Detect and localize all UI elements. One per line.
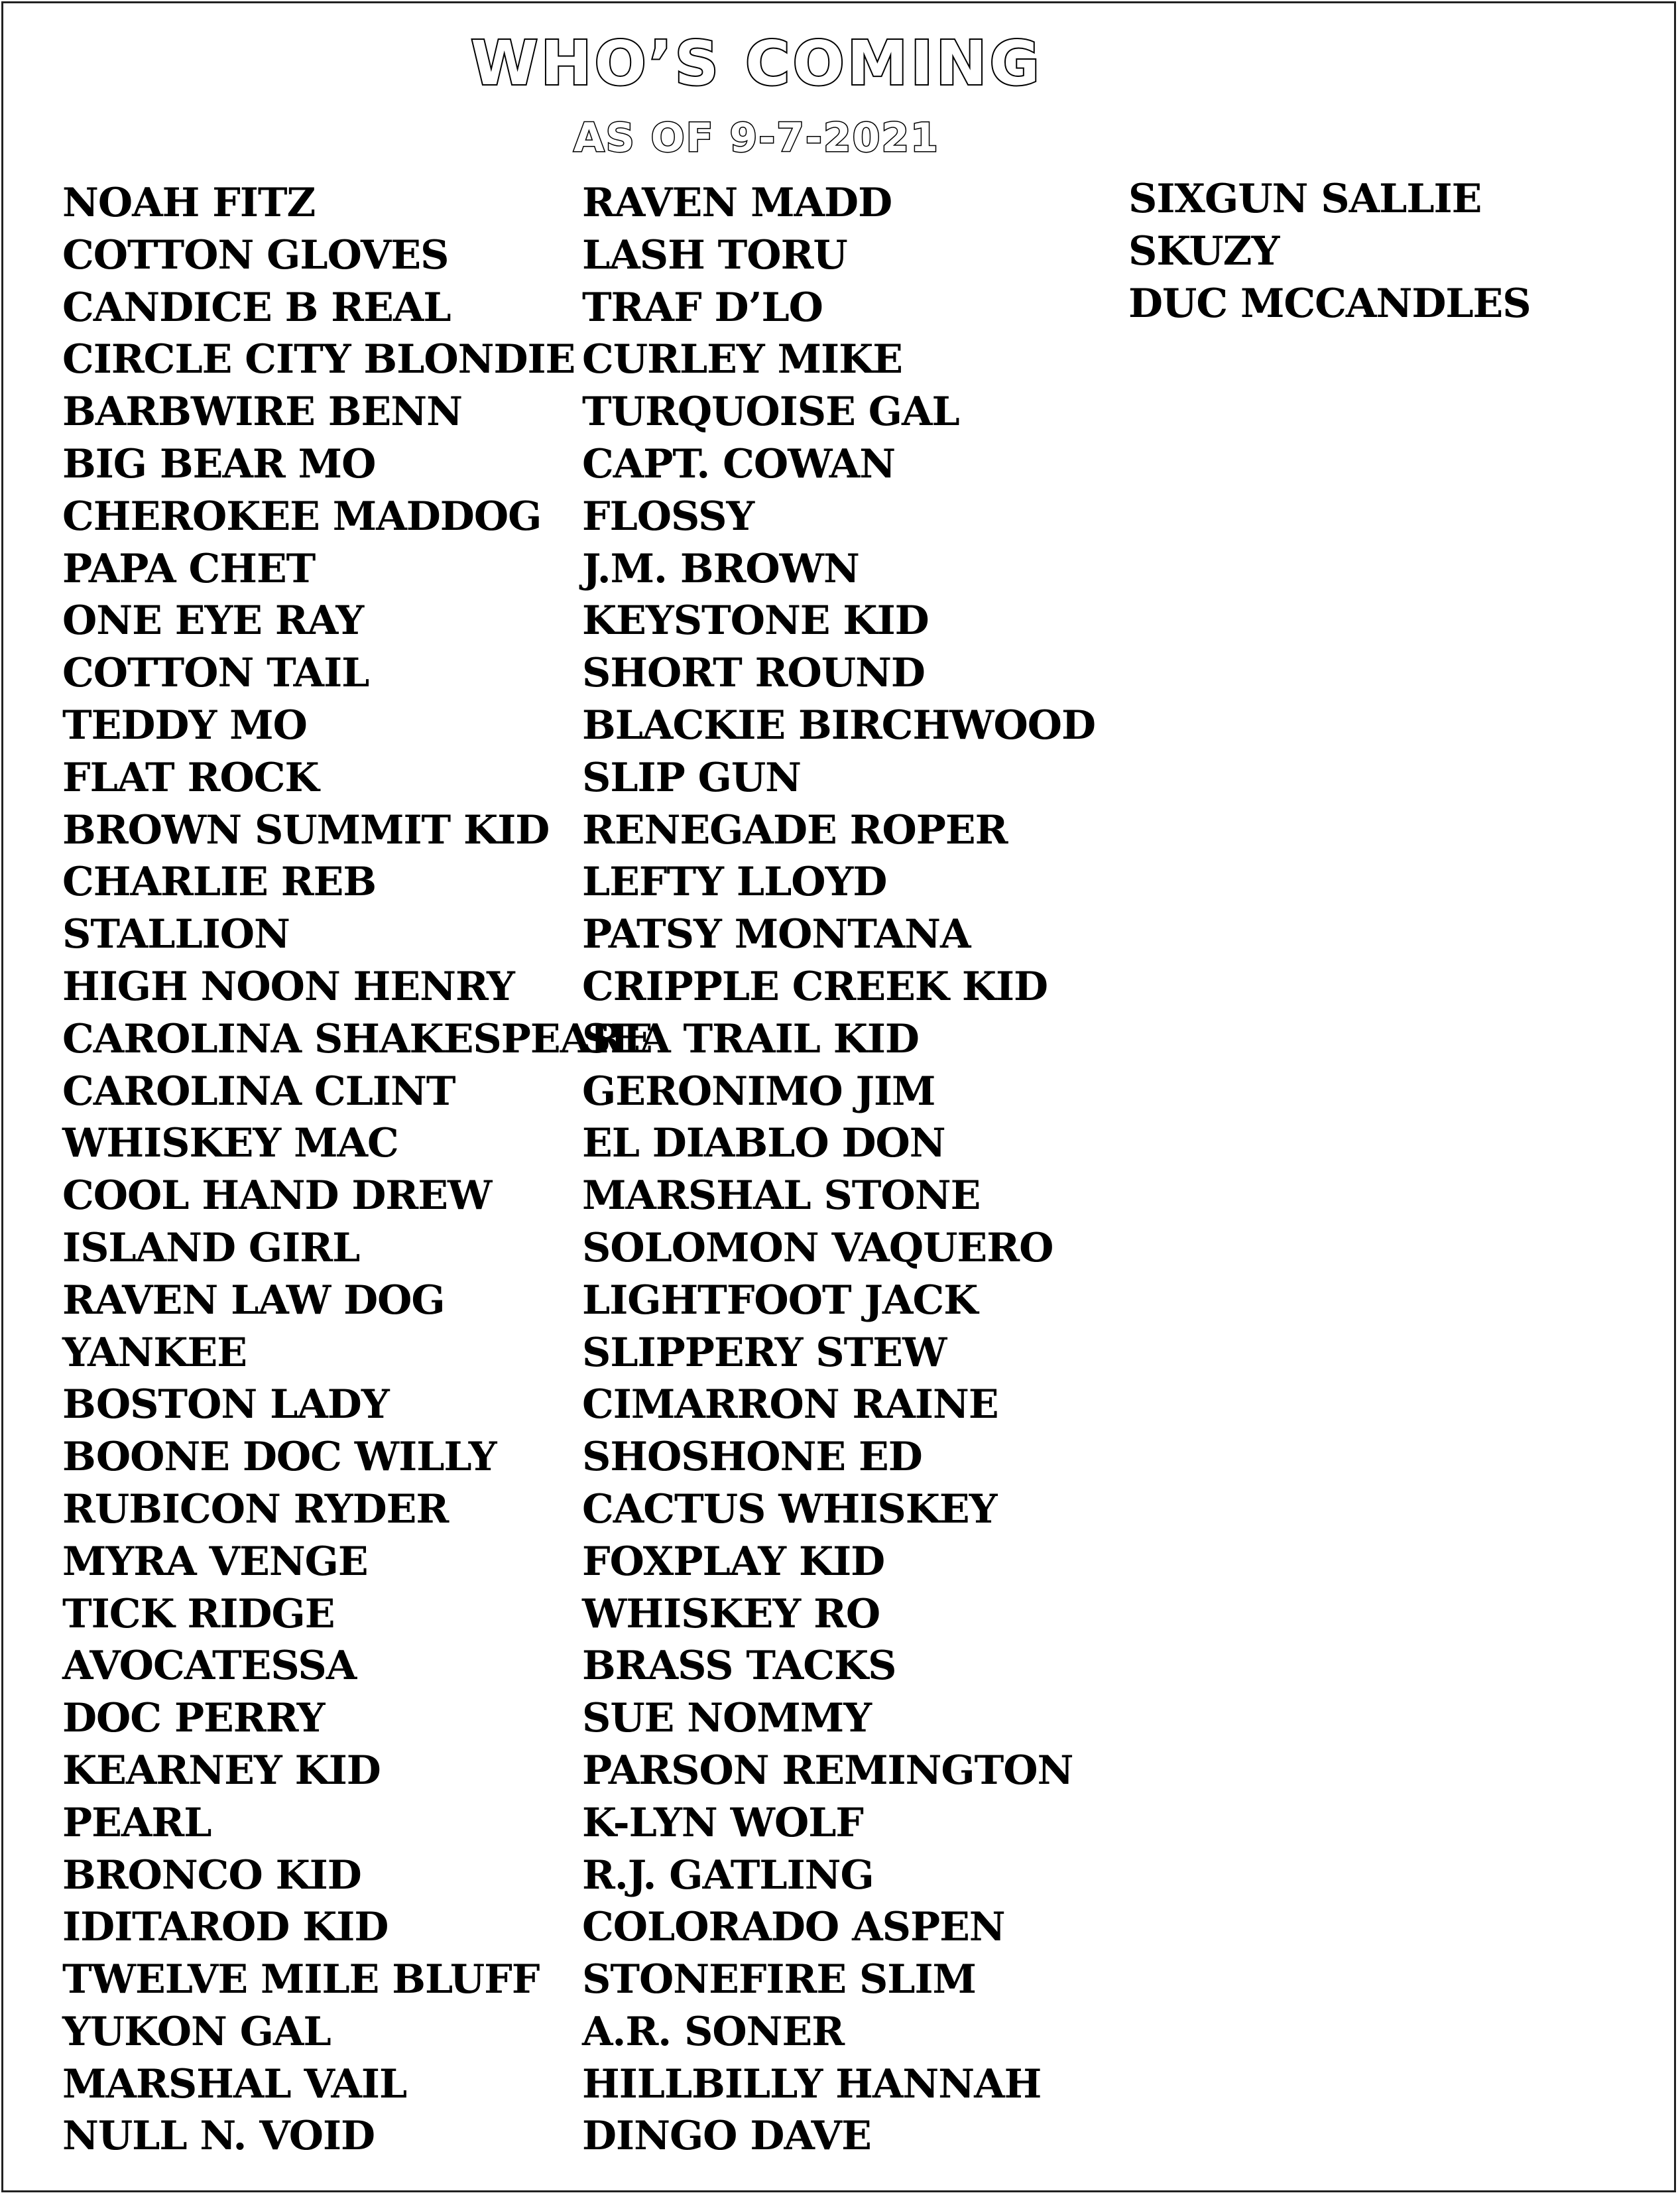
attendee-name: BRONCO KID <box>62 1851 361 1899</box>
attendee-name: KEARNEY KID <box>62 1747 381 1794</box>
attendee-name: RAVEN MADD <box>582 180 892 226</box>
attendee-name: CIMARRON RAINE <box>582 1381 998 1428</box>
attendee-name: DOC PERRY <box>62 1695 325 1742</box>
attendee-name: FLAT ROCK <box>62 754 319 801</box>
attendee-name: BIG BEAR MO <box>62 440 376 487</box>
attendee-name: SUE NOMMY <box>582 1695 872 1742</box>
attendee-name: STONEFIRE SLIM <box>582 1956 976 2003</box>
attendee-name: BOONE DOC WILLY <box>62 1434 497 1481</box>
attendee-name: YANKEE <box>62 1329 247 1376</box>
attendee-name: CRIPPLE CREEK KID <box>582 963 1048 1010</box>
page-title: WHO’S COMING <box>471 28 1042 99</box>
attendee-name: BRASS TACKS <box>582 1643 896 1690</box>
attendee-column-2 <box>582 177 1095 2163</box>
attendee-name: HIGH NOON HENRY <box>62 963 514 1010</box>
attendee-name: SHORT ROUND <box>582 650 925 697</box>
attendee-name: MARSHAL VAIL <box>62 2060 407 2107</box>
attendee-name: COTTON GLOVES <box>62 231 449 279</box>
attendee-name: NULL N. VOID <box>62 2113 375 2160</box>
attendee-name: AVOCATESSA <box>62 1643 357 1690</box>
attendee-name: IDITAROD KID <box>62 1904 389 1951</box>
attendee-name: CHEROKEE MADDOG <box>62 493 542 540</box>
attendee-name: PARSON REMINGTON <box>582 1747 1073 1794</box>
attendee-name: LEFTY LLOYD <box>582 859 887 906</box>
attendee-name: RAVEN LAW DOG <box>62 1277 445 1324</box>
attendee-name: STALLION <box>62 911 290 958</box>
attendee-name: BOSTON LADY <box>62 1381 389 1428</box>
attendee-name: RENEGADE ROPER <box>582 806 1008 853</box>
attendee-name: COLORADO ASPEN <box>582 1904 1005 1951</box>
attendee-name: TRAF D’LO <box>582 284 823 331</box>
attendee-name: SLIP GUN <box>582 754 801 801</box>
attendee-name: CIRCLE CITY BLONDIE <box>62 336 575 383</box>
attendee-column-1 <box>62 177 652 2163</box>
attendee-name: BARBWIRE BENN <box>62 389 462 436</box>
attendee-name: CAROLINA CLINT <box>62 1068 455 1115</box>
attendee-name: PAPA CHET <box>62 545 316 592</box>
attendee-name: FLOSSY <box>582 493 754 540</box>
attendee-name: GERONIMO JIM <box>582 1068 935 1115</box>
attendee-name: SKUZY <box>1128 227 1280 275</box>
page-subtitle: AS OF 9-7-2021 <box>573 115 939 161</box>
attendee-name: DINGO DAVE <box>582 2113 871 2160</box>
attendee-name: J.M. BROWN <box>582 545 859 592</box>
attendee-name: LASH TORU <box>582 231 847 279</box>
attendee-name: A.R. SONER <box>582 2008 845 2055</box>
attendee-name: COTTON TAIL <box>62 650 369 697</box>
attendee-name: K-LYN WOLF <box>582 1799 864 1846</box>
attendee-name: CHARLIE REB <box>62 859 377 906</box>
attendee-name: TWELVE MILE BLUFF <box>62 1956 540 2003</box>
attendee-name: RUBICON RYDER <box>62 1485 449 1533</box>
attendee-name: SHOSHONE ED <box>582 1434 922 1481</box>
attendee-name: CURLEY MIKE <box>582 336 902 383</box>
attendee-name: BROWN SUMMIT KID <box>62 806 550 853</box>
attendee-name: SLIPPERY STEW <box>582 1329 947 1376</box>
attendee-name: FOXPLAY KID <box>582 1538 885 1585</box>
attendee-name: MARSHAL STONE <box>582 1172 981 1220</box>
attendee-name: PATSY MONTANA <box>582 911 971 958</box>
attendee-name: TICK RIDGE <box>62 1590 335 1637</box>
attendee-name: YUKON GAL <box>62 2008 331 2055</box>
attendee-name: DUC MCCANDLES <box>1128 280 1531 327</box>
attendee-name: R.J. GATLING <box>582 1851 874 1899</box>
attendee-name: WHISKEY RO <box>582 1590 880 1637</box>
attendee-name: LIGHTFOOT JACK <box>582 1277 978 1324</box>
attendee-name: WHISKEY MAC <box>62 1120 398 1167</box>
attendee-name: ONE EYE RAY <box>62 597 364 645</box>
attendee-name: CAPT. COWAN <box>582 440 896 487</box>
attendee-name: SOLOMON VAQUERO <box>582 1224 1053 1271</box>
attendee-column-3 <box>1128 173 1531 330</box>
attendee-name: MYRA VENGE <box>62 1538 368 1585</box>
attendee-name: PEARL <box>62 1799 211 1846</box>
attendee-name: HILLBILLY HANNAH <box>582 2060 1042 2107</box>
attendee-name: NOAH FITZ <box>62 180 316 226</box>
attendee-name: KEYSTONE KID <box>582 597 929 645</box>
attendee-name: ISLAND GIRL <box>62 1224 360 1271</box>
attendee-name: TURQUOISE GAL <box>582 389 959 436</box>
attendee-name: TEDDY MO <box>62 702 307 749</box>
attendee-name: SEA TRAIL KID <box>582 1015 919 1062</box>
attendee-name: BLACKIE BIRCHWOOD <box>582 702 1096 749</box>
attendee-name: CANDICE B REAL <box>62 284 451 331</box>
attendee-name: CAROLINA SHAKESPEARE <box>62 1015 652 1062</box>
attendee-name: CACTUS WHISKEY <box>582 1485 997 1533</box>
attendee-name: EL DIABLO DON <box>582 1120 945 1167</box>
attendee-name: COOL HAND DREW <box>62 1172 492 1220</box>
attendee-name: SIXGUN SALLIE <box>1128 176 1482 222</box>
